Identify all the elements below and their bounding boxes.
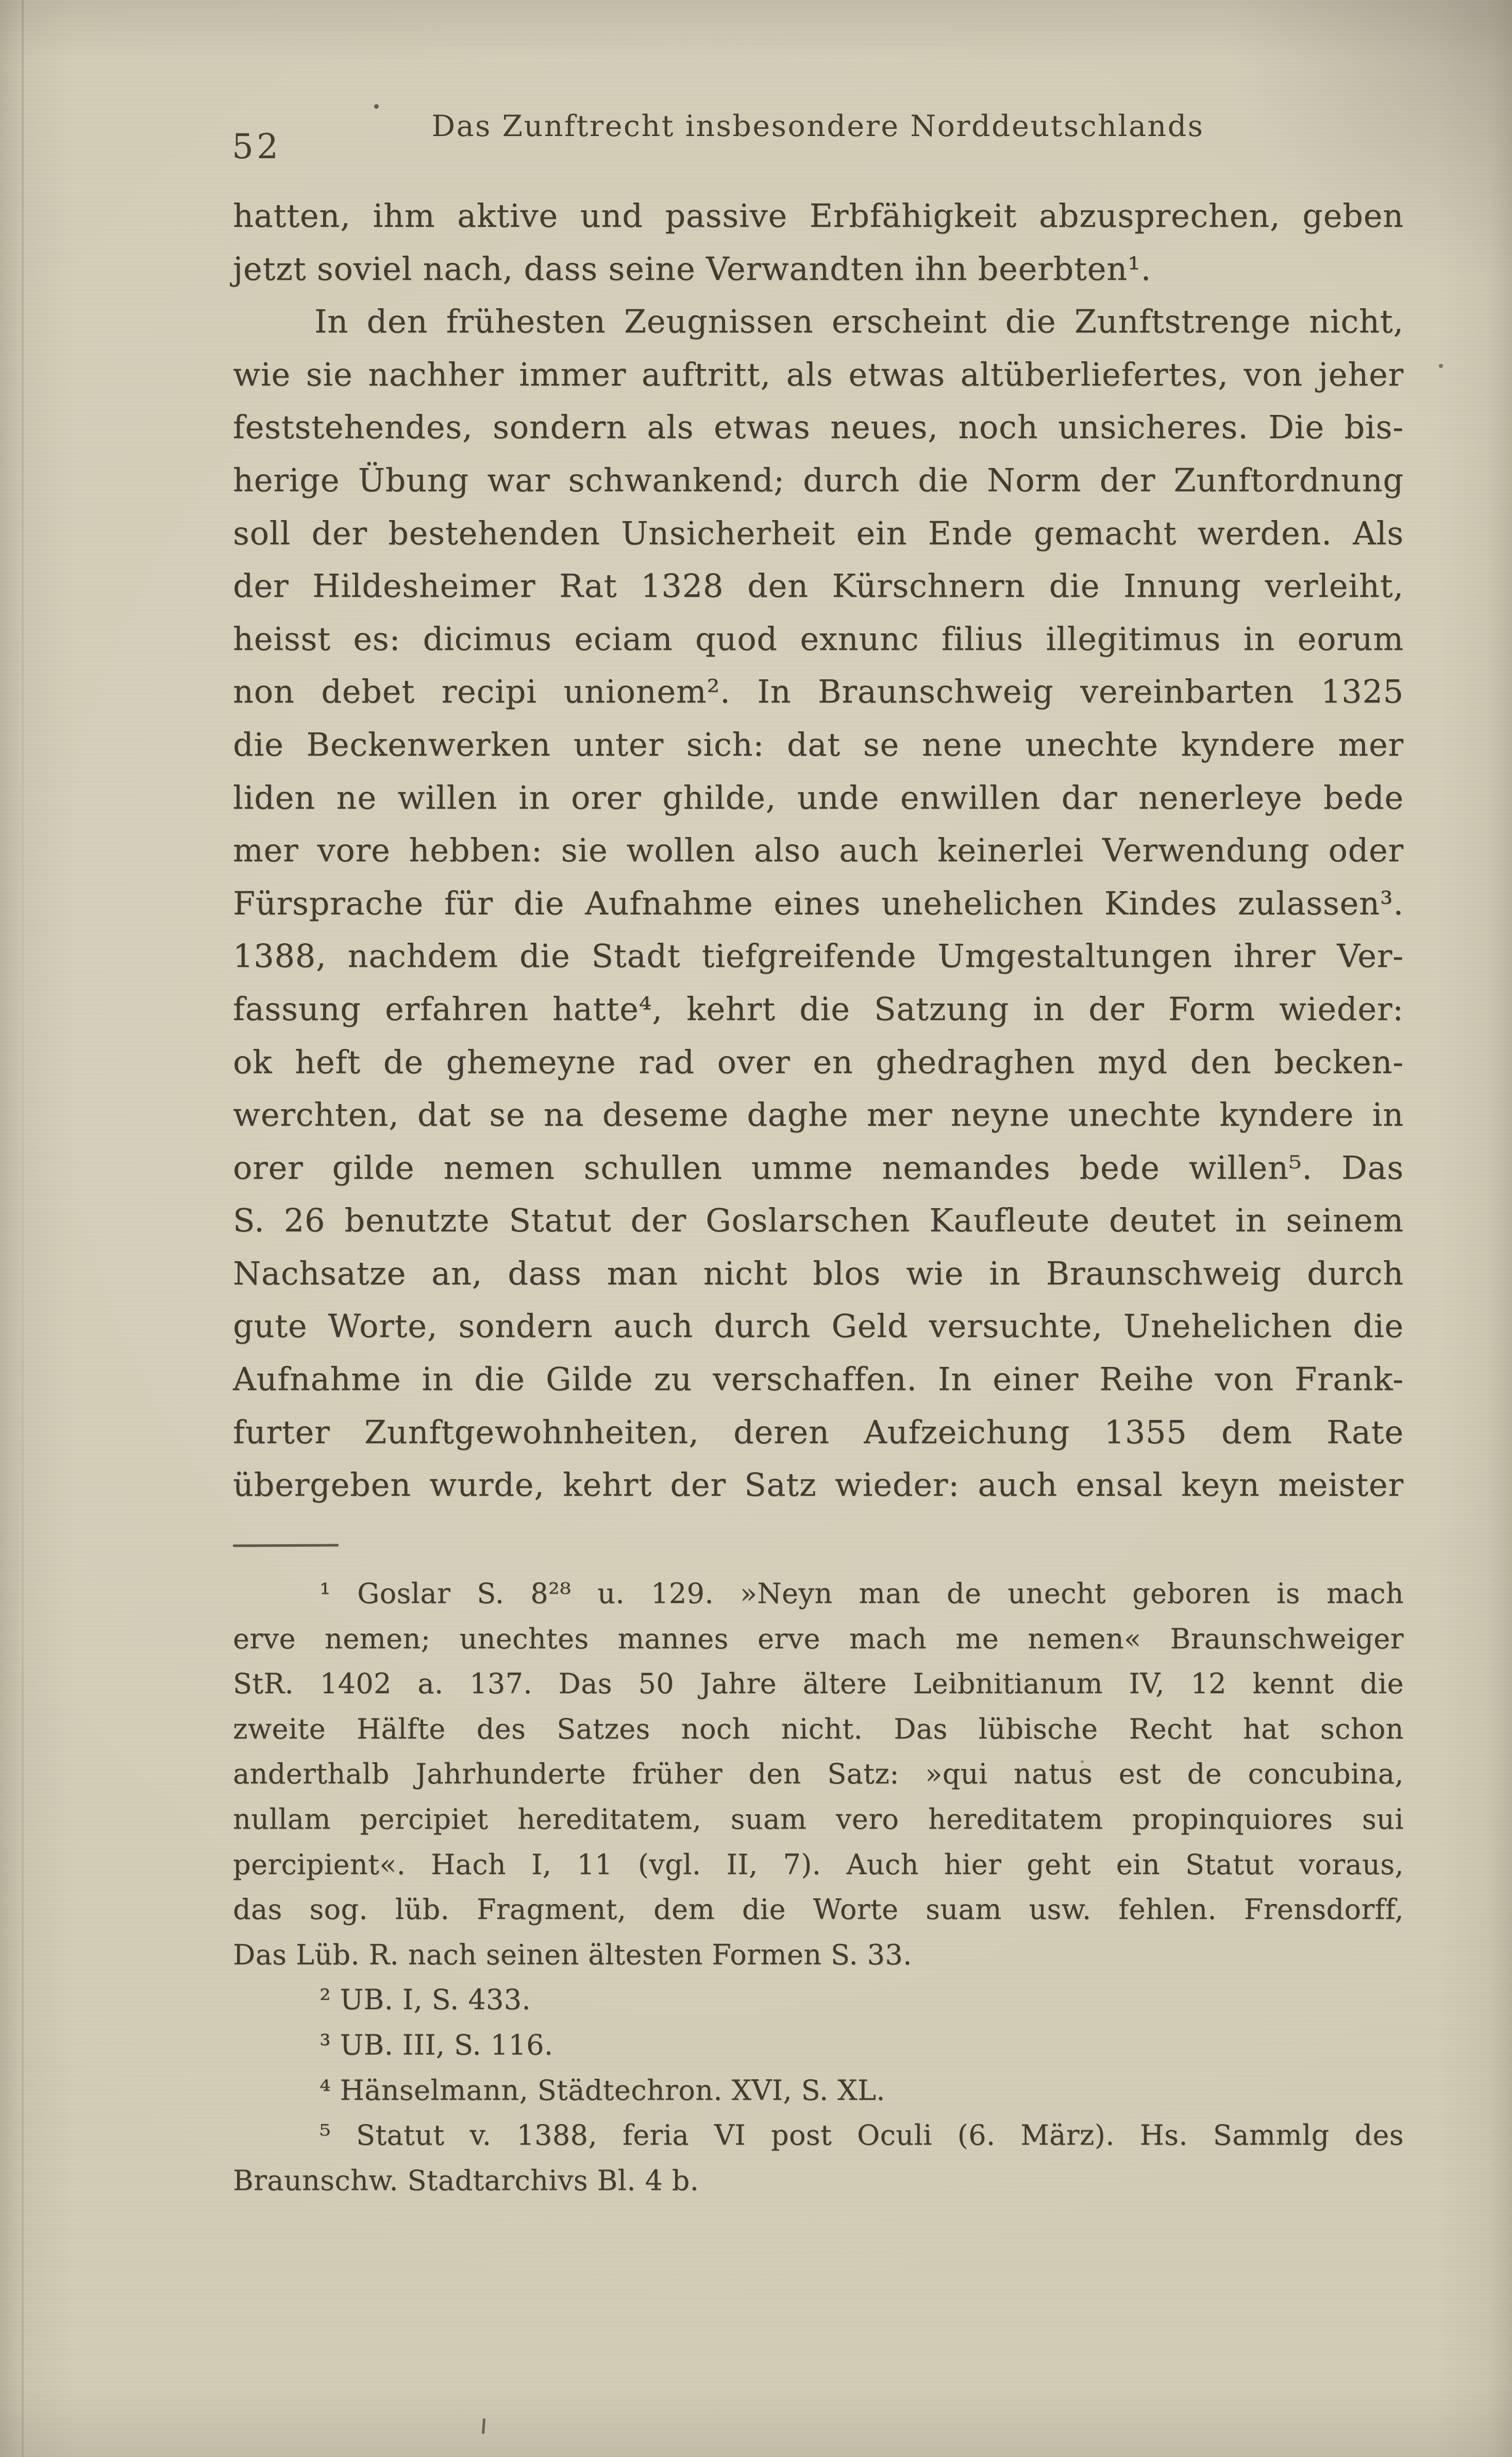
footnote-line: erve nemen; unechtes mannes erve mach me nemen« Braunschweiger	[233, 1622, 1404, 1655]
text-line: S. 26 benutzte Statut der Goslarschen Kaufleute deutet in seinem	[233, 1201, 1404, 1240]
footnote-line: StR. 1402 a. 137. Das 50 Jahre ältere Leibnitianum IV, 12 kennt die	[233, 1667, 1404, 1700]
footnote-line: ⁵ Statut v. 1388, feria VI post Oculi (6. März). Hs. Sammlg des	[320, 2119, 1404, 2152]
scan-mark	[482, 2418, 485, 2434]
text-line: fassung erfahren hatte⁴, kehrt die Satzung in der Form wieder:	[233, 990, 1404, 1028]
footnotes-block	[233, 1571, 1404, 2203]
footnote-separator-rule	[233, 1544, 339, 1547]
text-line: der Hildesheimer Rat 1328 den Kürschnern die Innung verleiht,	[233, 567, 1404, 605]
text-line: Aufnahme in die Gilde zu verschaffen. In einer Reihe von Frank-	[233, 1360, 1404, 1398]
text-line: jetzt soviel nach, dass seine Verwandten ihn beerbten¹.	[233, 249, 1152, 288]
text-line: ok heft de ghemeyne rad over en ghedraghen myd den becken-	[233, 1043, 1404, 1081]
footnote-line: ¹ Goslar S. 8²⁸ u. 129. »Neyn man de unecht geboren is mach	[320, 1577, 1404, 1610]
footnote-line: ³ UB. III, S. 116.	[320, 2028, 553, 2061]
scan-speck	[374, 104, 379, 109]
footnote-line: das sog. lüb. Fragment, dem die Worte suam usw. fehlen. Frensdorff,	[233, 1893, 1404, 1926]
text-line: werchten, dat se na deseme daghe mer neyne unechte kyndere in	[233, 1096, 1404, 1134]
footnote-line: zweite Hälfte des Satzes noch nicht. Das lübische Recht hat schon	[233, 1712, 1404, 1745]
footnote-line: ² UB. I, S. 433.	[320, 1983, 531, 2016]
text-line: herige Übung war schwankend; durch die Norm der Zunftordnung	[233, 461, 1404, 499]
text-line: heisst es: dicimus eciam quod exnunc filius illegitimus in eorum	[233, 620, 1404, 658]
text-line: mer vore hebben: sie wollen also auch keinerlei Verwendung oder	[233, 831, 1404, 870]
text-line: furter Zunftgewohnheiten, deren Aufzeichung 1355 dem Rate	[233, 1413, 1404, 1451]
text-line: liden ne willen in orer ghilde, unde enwillen dar nenerleye bede	[233, 778, 1404, 816]
footnote-line: ⁴ Hänselmann, Städtechron. XVI, S. XL.	[320, 2074, 885, 2107]
footnote-line: anderthalb Jahrhunderte früher den Satz: »qui natus est de concubina,	[233, 1758, 1404, 1791]
text-line: 1388, nachdem die Stadt tiefgreifende Umgestaltungen ihrer Ver-	[233, 937, 1404, 975]
scan-speck	[1081, 1760, 1084, 1763]
text-line: die Beckenwerken unter sich: dat se nene unechte kyndere mer	[233, 725, 1404, 763]
text-line: Nachsatze an, dass man nicht blos wie in Braunschweig durch	[233, 1254, 1404, 1292]
text-line: Fürsprache für die Aufnahme eines unehelichen Kindes zulassen³.	[233, 884, 1404, 922]
text-line: übergeben wurde, kehrt der Satz wieder: auch ensal keyn meister	[233, 1466, 1404, 1504]
scan-speck	[1439, 364, 1443, 368]
main-text-block	[233, 190, 1404, 1512]
text-line: soll der bestehenden Unsicherheit ein Ende gemacht werden. Als	[233, 514, 1404, 552]
text-line: gute Worte, sondern auch durch Geld versuchte, Unehelichen die	[233, 1307, 1404, 1345]
page-crease	[22, 0, 24, 2457]
text-line: feststehendes, sondern als etwas neues, noch unsicheres. Die bis-	[233, 408, 1404, 446]
page-number: 52	[232, 127, 281, 166]
text-line: In den frühesten Zeugnissen erscheint die Zunftstrenge nicht,	[314, 303, 1404, 341]
footnote-line: Braunschw. Stadtarchivs Bl. 4 b.	[233, 2164, 699, 2197]
footnote-line: Das Lüb. R. nach seinen ältesten Formen S. 33.	[233, 1938, 912, 1971]
footnote-line: percipient«. Hach I, 11 (vgl. II, 7). Auch hier geht ein Statut voraus,	[233, 1848, 1404, 1881]
text-line: hatten, ihm aktive und passive Erbfähigkeit abzusprechen, geben	[233, 197, 1404, 235]
footnote-line: nullam percipiet hereditatem, suam vero hereditatem propinquiores sui	[233, 1802, 1404, 1835]
text-line: non debet recipi unionem². In Braunschweig vereinbarten 1325	[233, 673, 1404, 711]
running-header-title: Das Zunftrecht insbesondere Norddeutschlands	[431, 109, 1204, 143]
text-line: wie sie nachher immer auftritt, als etwas altüberliefertes, von jeher	[233, 355, 1404, 393]
text-line: orer gilde nemen schullen umme nemandes bede willen⁵. Das	[233, 1148, 1404, 1186]
